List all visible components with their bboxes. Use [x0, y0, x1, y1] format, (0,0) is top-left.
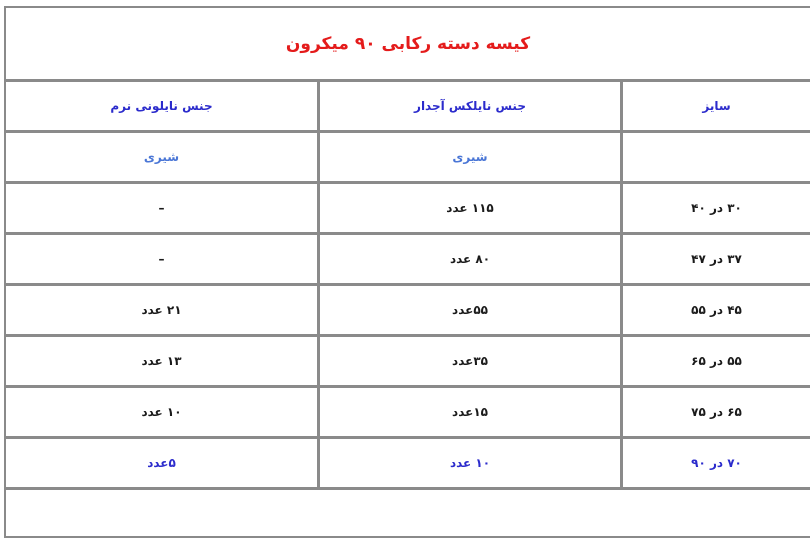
- header-soft: جنس نایلونی نرم: [110, 99, 213, 113]
- cell-size: ۳۷ در ۴۷: [691, 252, 742, 266]
- cell-nylex: ۱۵عدد: [452, 405, 488, 419]
- cell-nylex: ۸۰ عدد: [449, 252, 491, 266]
- cell-soft: ۵عدد: [147, 456, 176, 470]
- cell-soft: –: [158, 252, 165, 266]
- header-nylex: جنس نایلکس آجدار: [414, 99, 526, 113]
- color-size: [623, 133, 810, 181]
- color-nylex: شیری: [452, 150, 488, 164]
- cell-soft: ۱۳ عدد: [141, 354, 182, 368]
- cell-nylex: ۱۱۵ عدد: [446, 201, 494, 215]
- cell-soft: ۱۰ عدد: [141, 405, 182, 419]
- cell-nylex: ۳۵عدد: [452, 354, 488, 368]
- header-size: سایز: [702, 99, 731, 113]
- cell-size: ۶۵ در ۷۵: [691, 405, 742, 419]
- cell-nylex: ۱۰ عدد: [449, 456, 491, 470]
- cell-size: ۷۰ در ۹۰: [691, 456, 742, 470]
- cell-size: ۵۵ در ۶۵: [691, 354, 742, 368]
- cell-nylex: ۵۵عدد: [452, 303, 488, 317]
- cell-soft: –: [158, 201, 165, 215]
- cell-soft: ۲۱ عدد: [141, 303, 182, 317]
- cell-size: ۳۰ در ۴۰: [691, 201, 742, 215]
- page-title: کیسه دسته رکابی ۹۰ میکرون: [285, 34, 531, 54]
- color-soft: شیری: [143, 150, 180, 164]
- grid-line: [6, 487, 810, 490]
- cell-size: ۴۵ در ۵۵: [691, 303, 742, 317]
